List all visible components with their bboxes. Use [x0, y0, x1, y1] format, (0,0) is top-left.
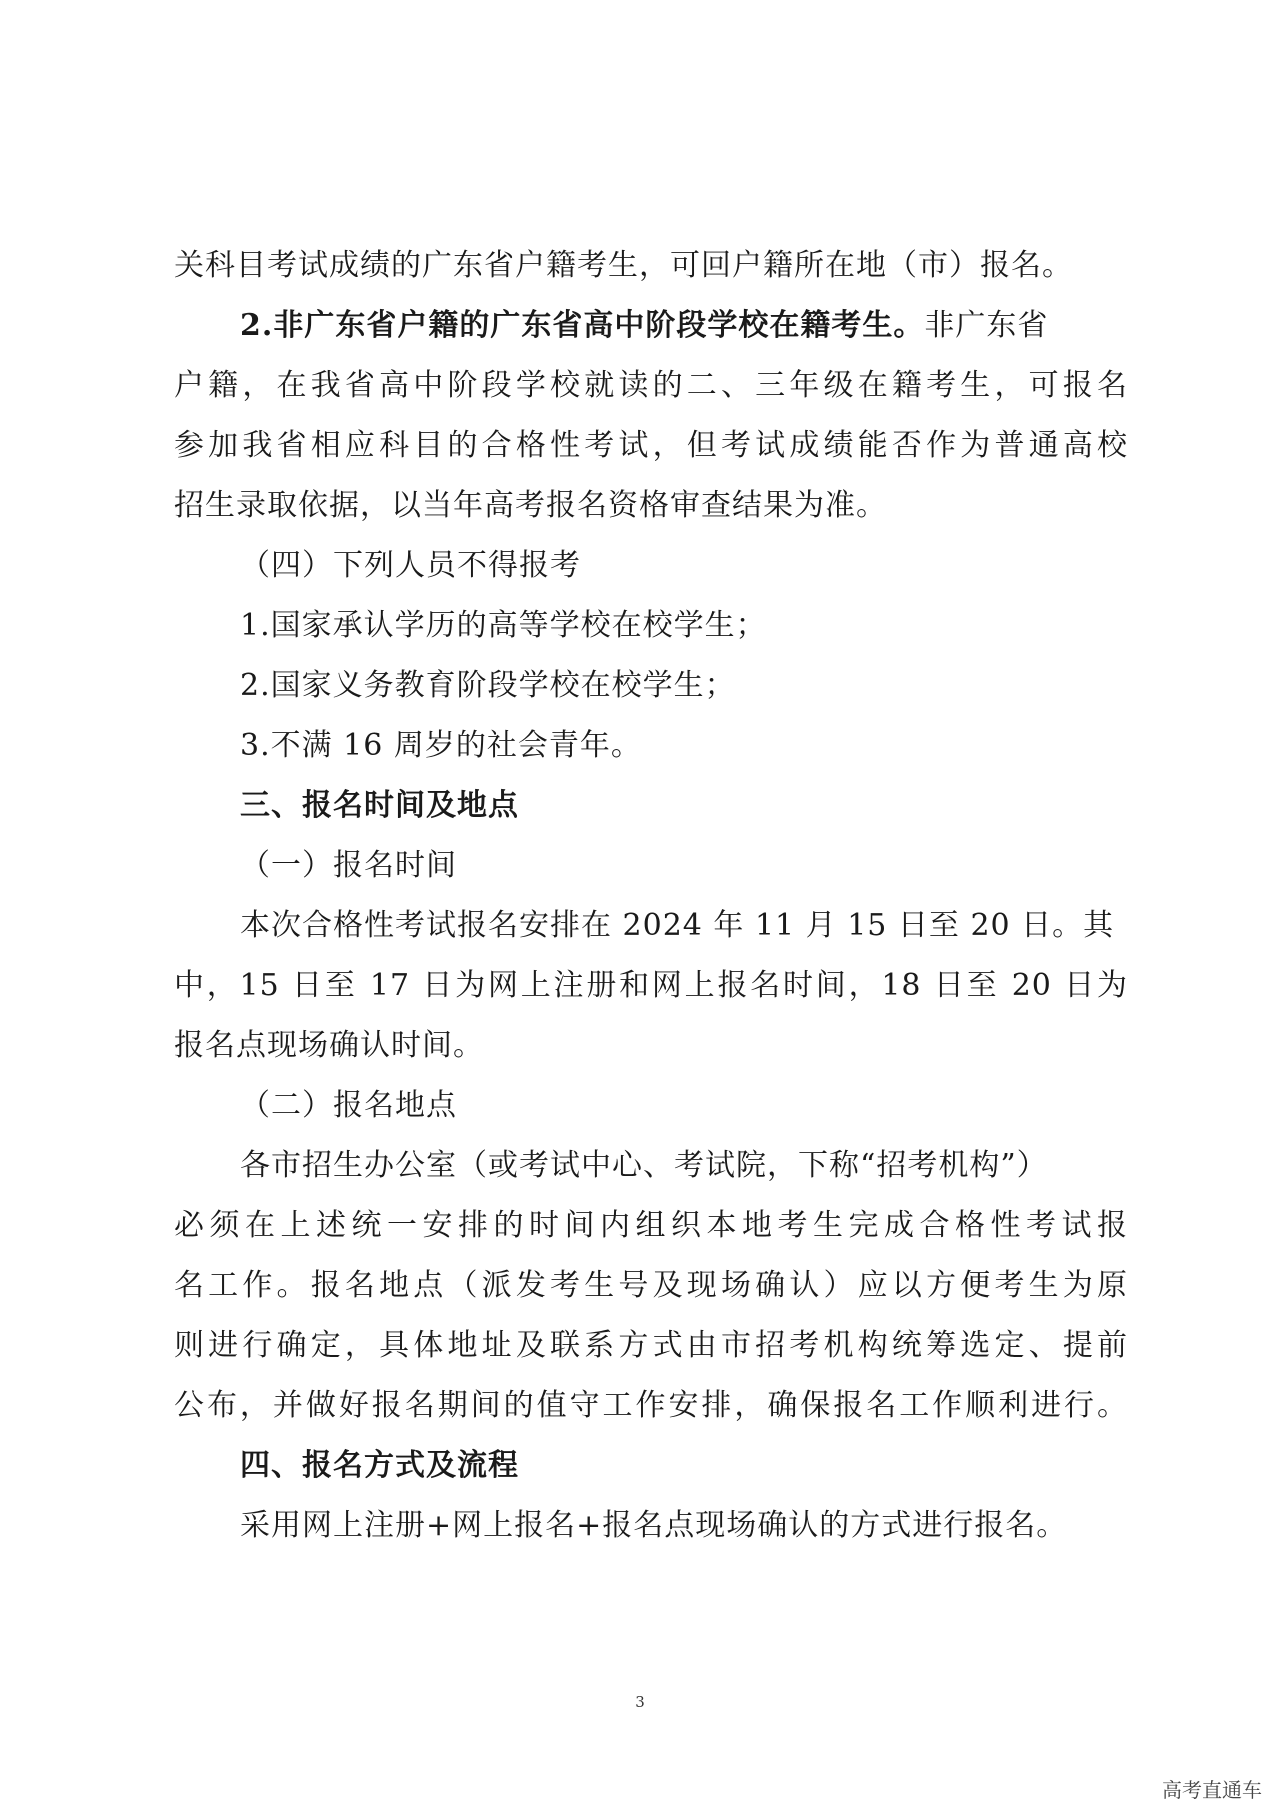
paragraph-line: 户籍，在我省高中阶段学校就读的二、三年级在籍考生，可报名 [174, 368, 1128, 403]
paragraph-line: 各市招生办公室（或考试中心、考试院，下称“招考机构”） [240, 1148, 1048, 1183]
paragraph-line [174, 296, 1128, 356]
paragraph-line: 招生录取依据，以当年高考报名资格审查结果为准。 [174, 488, 887, 523]
paragraph-line: 名工作。报名地点（派发考生号及现场确认）应以方便考生为原 [174, 1268, 1128, 1303]
bold-lead-text: 2.非广东省户籍的广东省高中阶段学校在籍考生。 [240, 308, 925, 343]
paragraph-line: 中，15 日至 17 日为网上注册和网上报名时间，18 日至 20 日为 [174, 968, 1128, 1003]
watermark-text: 高考直通车 [1162, 1778, 1262, 1802]
list-item: 2.国家义务教育阶段学校在校学生； [240, 668, 736, 703]
line-text: 非广东省 [924, 308, 1049, 343]
paragraph-line: 本次合格性考试报名安排在 2024 年 11 月 15 日至 20 日。其 [240, 908, 1115, 943]
paragraph-line: 公布，并做好报名期间的值守工作安排，确保报名工作顺利进行。 [174, 1388, 1128, 1423]
list-item: 1.国家承认学历的高等学校在校学生； [240, 608, 767, 643]
subsection-heading: （四）下列人员不得报考 [240, 548, 581, 583]
document-body [174, 236, 1128, 1556]
paragraph-line: 参加我省相应科目的合格性考试，但考试成绩能否作为普通高校 [174, 428, 1128, 463]
paragraph-line: 关科目考试成绩的广东省户籍考生，可回户籍所在地（市）报名。 [174, 248, 1073, 283]
paragraph-line: 报名点现场确认时间。 [174, 1028, 484, 1063]
section-heading: 四、报名方式及流程 [240, 1448, 519, 1483]
subsection-heading: （一）报名时间 [240, 848, 457, 883]
paragraph-line: 采用网上注册+网上报名+报名点现场确认的方式进行报名。 [240, 1508, 1068, 1543]
paragraph-line: 必须在上述统一安排的时间内组织本地考生完成合格性考试报 [174, 1208, 1128, 1243]
list-item: 3.不满 16 周岁的社会青年。 [240, 728, 642, 763]
page-number: 3 [635, 1693, 645, 1711]
subsection-heading: （二）报名地点 [240, 1088, 457, 1123]
section-heading: 三、报名时间及地点 [240, 788, 519, 823]
paragraph-line: 则进行确定，具体地址及联系方式由市招考机构统筹选定、提前 [174, 1328, 1128, 1363]
